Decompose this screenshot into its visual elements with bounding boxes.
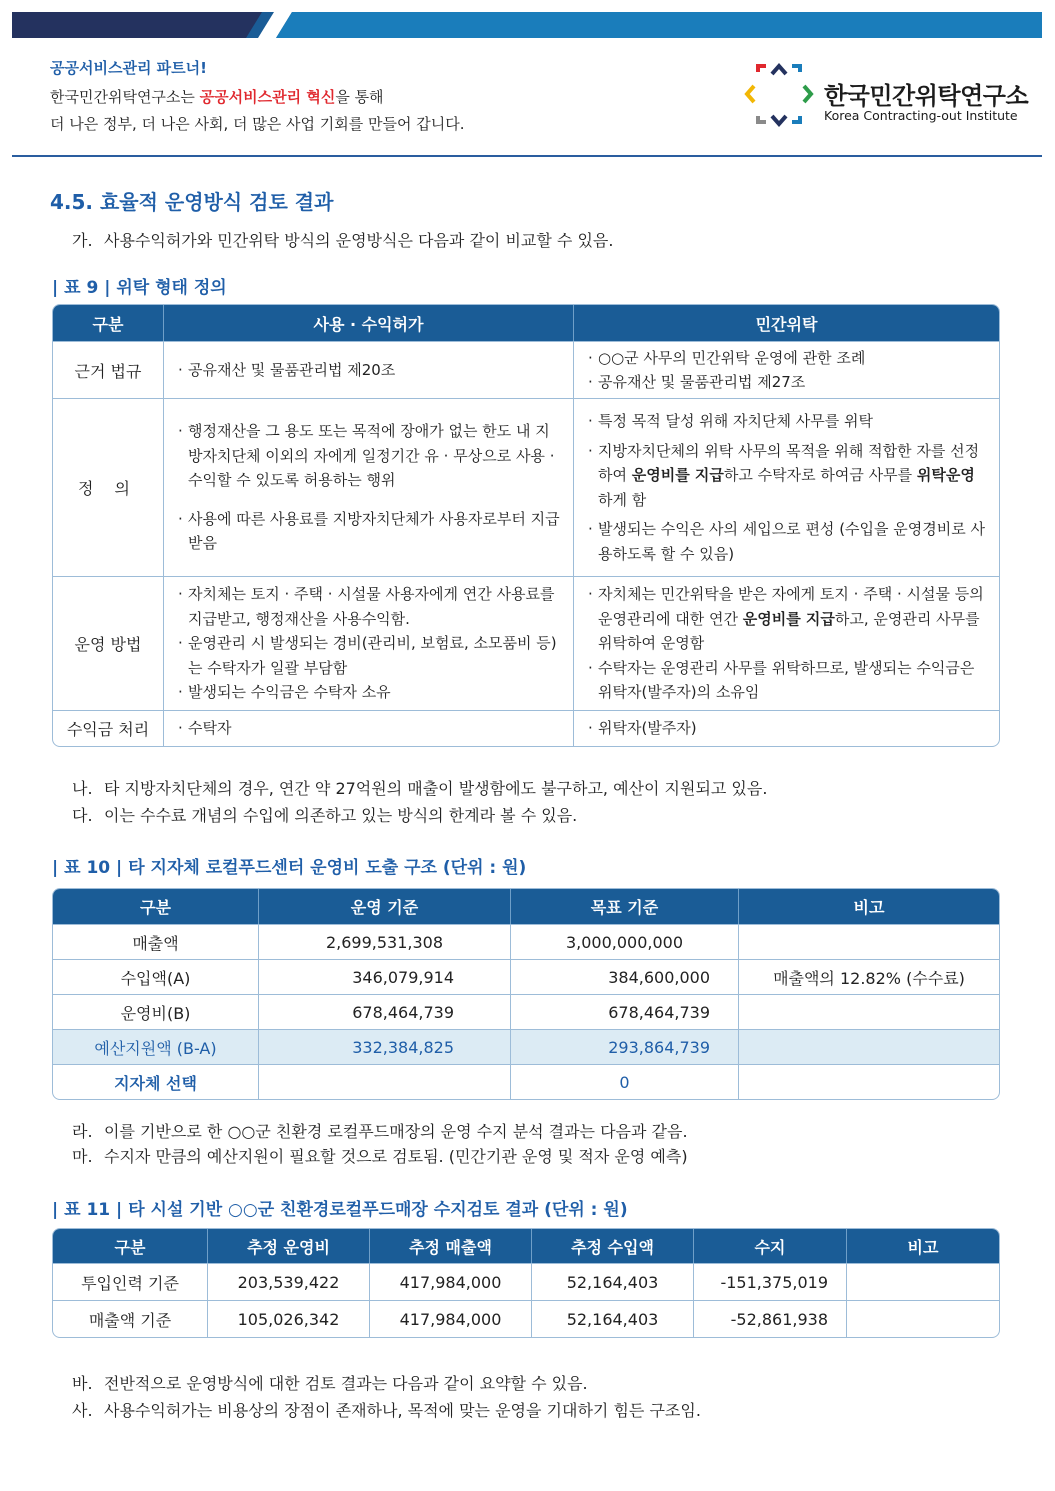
paragraph-na: 나. 타 지방자치단체의 경우, 연간 약 27억원의 매출이 발생함에도 불구하고, 예산이 지원되고 있음. xyxy=(72,779,768,798)
table11-caption: | 표 11 | 타 시설 기반 ○○군 친환경로컬푸드매장 수지검토 결과 (단위 : 원) xyxy=(52,1200,628,1220)
table-cell: -151,375,019 xyxy=(694,1263,847,1300)
table11-header-cell: 구분 xyxy=(53,1229,208,1263)
table10-header-row xyxy=(53,889,999,924)
table10-header-cell: 운영 기준 xyxy=(259,889,511,924)
table9 xyxy=(53,305,999,746)
table-cell: 매출액의 12.82% (수수료) xyxy=(739,959,999,994)
table-cell: 105,026,342 xyxy=(208,1300,370,1337)
table11 xyxy=(53,1229,999,1337)
table-row xyxy=(53,1300,999,1337)
table11-header-cell: 비고 xyxy=(847,1229,999,1263)
table-row xyxy=(53,398,999,576)
paragraph-ra: 라. 이를 기반으로 한 ○○군 친환경 로컬푸드매장의 운영 수지 분석 결과는 다음과 같음. xyxy=(72,1122,688,1141)
table10-header-cell: 목표 기준 xyxy=(511,889,739,924)
institute-logo xyxy=(744,60,1044,132)
table10-frame xyxy=(52,888,1000,1100)
table11-header-cell: 추정 매출액 xyxy=(370,1229,532,1263)
table-cell: 3,000,000,000 xyxy=(511,924,739,959)
paragraph-sa: 사. 사용수익허가는 비용상의 장점이 존재하나, 목적에 맞는 운영을 기대하기 힘든 구조임. xyxy=(72,1401,701,1420)
table11-header-cell: 추정 수입액 xyxy=(532,1229,694,1263)
table-cell: 0 xyxy=(511,1064,739,1099)
row-label: 수입액(A) xyxy=(53,959,259,994)
table-cell: · 위탁자(발주자) xyxy=(574,710,999,746)
table-cell: 678,464,739 xyxy=(511,994,739,1029)
table-row xyxy=(53,1064,999,1099)
table-cell: 417,984,000 xyxy=(370,1300,532,1337)
row-label: 투입인력 기준 xyxy=(53,1263,208,1300)
row-label: 매출액 기준 xyxy=(53,1300,208,1337)
tagline-highlight: 공공서비스관리 혁신 xyxy=(199,88,336,106)
table11-frame xyxy=(52,1228,1000,1338)
table-cell: 203,539,422 xyxy=(208,1263,370,1300)
tagline-title: 공공서비스관리 파트너! xyxy=(50,59,207,77)
table-cell: 384,600,000 xyxy=(511,959,739,994)
table9-caption: | 표 9 | 위탁 형태 정의 xyxy=(52,278,227,298)
table9-header-cell: 사용 · 수익허가 xyxy=(164,305,574,341)
table10 xyxy=(53,889,999,1099)
table-cell: · ○○군 사무의 민간위탁 운영에 관한 조례 · 공유재산 및 물품관리법 제27조 xyxy=(574,341,999,398)
table-cell: 346,079,914 xyxy=(259,959,511,994)
row-label: 운영 방법 xyxy=(53,576,164,710)
table-cell: 2,699,531,308 xyxy=(259,924,511,959)
table-cell: 332,384,825 xyxy=(259,1029,511,1064)
table-cell: 293,864,739 xyxy=(511,1029,739,1064)
table-row xyxy=(53,924,999,959)
row-label: 지자체 선택 xyxy=(53,1064,259,1099)
page-header xyxy=(0,38,1055,158)
table11-header-cell: 수지 xyxy=(694,1229,847,1263)
table-row xyxy=(53,959,999,994)
row-label: 운영비(B) xyxy=(53,994,259,1029)
table11-header-row xyxy=(53,1229,999,1263)
row-label: 매출액 xyxy=(53,924,259,959)
top-banner-band xyxy=(12,12,1042,38)
table10-caption: | 표 10 | 타 지자체 로컬푸드센터 운영비 도출 구조 (단위 : 원) xyxy=(52,858,527,878)
table-cell: · 행정재산을 그 용도 또는 목적에 장애가 없는 한도 내 지방자치단체 이외의 자에게 일정기간 유 · 무상으로 사용 · 수익할 수 있도록 허용하는 행위 · 사용에 따른 사용료를 지방자치단체가 사용자로부터 지급받음 xyxy=(164,398,574,576)
paragraph-ma: 마. 수지자 만큼의 예산지원이 필요할 것으로 검토됨. (민간기관 운영 및 적자 운영 예측) xyxy=(72,1147,688,1166)
table-row xyxy=(53,994,999,1029)
table-cell xyxy=(259,1064,511,1099)
table-cell xyxy=(847,1263,999,1300)
table-cell xyxy=(739,1064,999,1099)
logo-mark-icon xyxy=(744,62,814,132)
table-row xyxy=(53,1263,999,1300)
table9-frame xyxy=(52,304,1000,747)
table-cell: 678,464,739 xyxy=(259,994,511,1029)
row-label: 정 의 xyxy=(53,398,164,576)
table-cell: 52,164,403 xyxy=(532,1300,694,1337)
table-cell: · 공유재산 및 물품관리법 제20조 xyxy=(164,341,574,398)
tagline-line-2: 더 나은 정부, 더 나은 사회, 더 많은 사업 기회를 만들어 갑니다. xyxy=(50,115,465,133)
table-cell: · 특정 목적 달성 위해 자치단체 사무를 위탁 · 지방자치단체의 위탁 사무의 목적을 위해 적합한 자를 선정하여 운영비를 지급하고 수탁자로 하여금 사무를 위탁운영하게 함 · 발생되는 수익은 사의 세입으로 편성 (수입을 운영경비로 사용하도록 할 수 있음) xyxy=(574,398,999,576)
table-cell xyxy=(739,1029,999,1064)
header-divider xyxy=(12,155,1042,157)
table11-header-cell: 추정 운영비 xyxy=(208,1229,370,1263)
table-cell: 417,984,000 xyxy=(370,1263,532,1300)
table-row xyxy=(53,576,999,710)
table10-header-cell: 비고 xyxy=(739,889,999,924)
logo-korean-name: 한국민간위탁연구소 xyxy=(824,82,1029,110)
table-row-highlight xyxy=(53,1029,999,1064)
table-row xyxy=(53,710,999,746)
table10-header-cell: 구분 xyxy=(53,889,259,924)
table-cell: · 수탁자 xyxy=(164,710,574,746)
table9-header-row xyxy=(53,305,999,341)
table-cell xyxy=(847,1300,999,1337)
table-row xyxy=(53,341,999,398)
table-cell: 52,164,403 xyxy=(532,1263,694,1300)
section-title: 4.5. 효율적 운영방식 검토 결과 xyxy=(50,190,334,214)
table9-header-cell: 구분 xyxy=(53,305,164,341)
paragraph-ba: 바. 전반적으로 운영방식에 대한 검토 결과는 다음과 같이 요약할 수 있음. xyxy=(72,1374,588,1393)
table-cell: · 자치체는 민간위탁을 받은 자에게 토지 · 주택 · 시설물 등의 운영관리에 대한 연간 운영비를 지급하고, 운영관리 사무를 위탁하여 운영함 · 수탁자는 운영관리 사무를 위탁하므로, 발생되는 수익금은 위탁자(발주자)의 소유임 xyxy=(574,576,999,710)
row-label: 수익금 처리 xyxy=(53,710,164,746)
table-cell: · 자치체는 토지 · 주택 · 시설물 사용자에게 연간 사용료를 지급받고, 행정재산을 사용수익함. · 운영관리 시 발생되는 경비(관리비, 보험료, 소모품비 등)는 수탁자가 일괄 부담함 · 발생되는 수익금은 수탁자 소유 xyxy=(164,576,574,710)
table-cell: -52,861,938 xyxy=(694,1300,847,1337)
paragraph-ga: 가. 사용수익허가와 민간위탁 방식의 운영방식은 다음과 같이 비교할 수 있음. xyxy=(72,231,614,250)
row-label: 근거 법규 xyxy=(53,341,164,398)
table9-header-cell: 민간위탁 xyxy=(574,305,999,341)
table-cell xyxy=(739,924,999,959)
paragraph-da: 다. 이는 수수료 개념의 수입에 의존하고 있는 방식의 한계라 볼 수 있음. xyxy=(72,806,578,825)
tagline-line-1: 한국민간위탁연구소는 공공서비스관리 혁신을 통해 xyxy=(50,88,384,106)
logo-english-name: Korea Contracting-out Institute xyxy=(824,108,1018,123)
table-cell xyxy=(739,994,999,1029)
row-label: 예산지원액 (B-A) xyxy=(53,1029,259,1064)
